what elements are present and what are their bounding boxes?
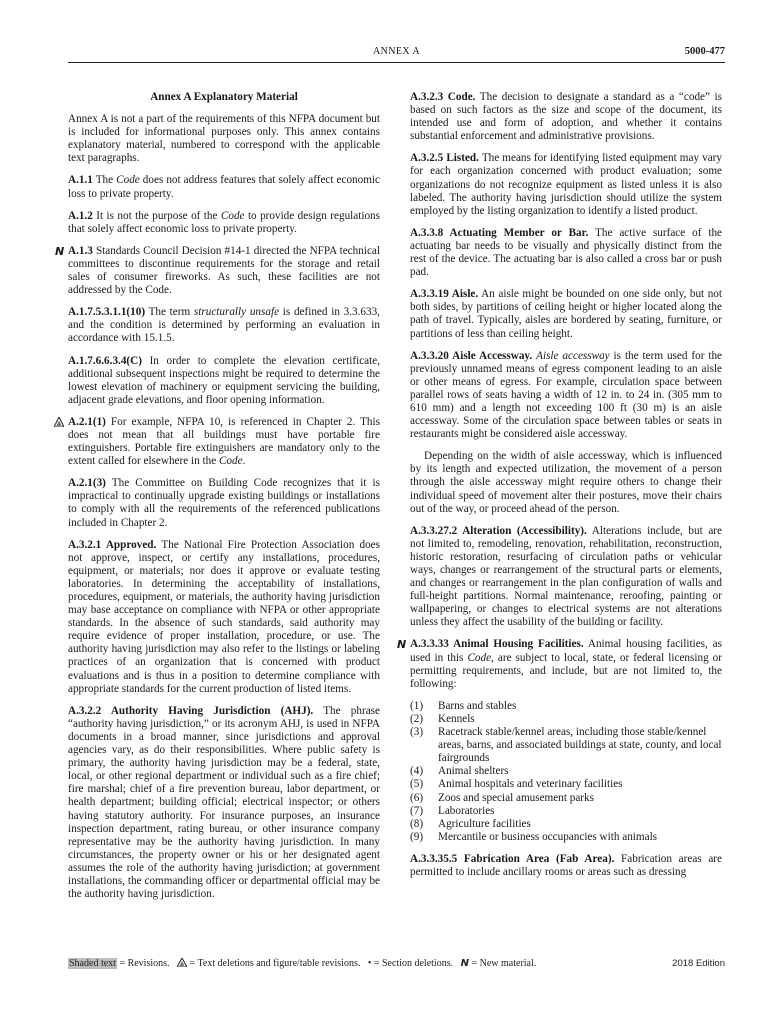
deletions-legend: = Text deletions and figure/table revisions. <box>187 958 361 969</box>
annex-title: Annex A Explanatory Material <box>150 91 298 103</box>
paragraph-text: The decision to designate a standard as a “code” is based on such factors as the size and scope of the document, its intended use and form of adoption, and whether it contains substantial enforcement and administrative provisions. <box>410 91 722 143</box>
paragraph <box>410 152 722 217</box>
annex-label: ANNEX A <box>373 46 420 57</box>
paragraph <box>68 705 380 901</box>
paragraph-text: does not address features that solely affect economic loss to private property. <box>68 174 381 200</box>
paragraph-text: The Committee on Building Code recognizes that it is impractical to continually upgrade existing buildings or installations to comply with all the requirements of the referenced publications included in Chapter 2. <box>68 477 380 529</box>
section-number: A.2.1(3) <box>68 477 106 490</box>
list-item-text: Animal hospitals and veterinary facilities <box>438 778 623 791</box>
list-item <box>410 805 722 818</box>
list-item <box>410 700 722 713</box>
section-number: A.1.3 <box>68 244 93 257</box>
paragraph-text: Depending on the width of aisle accessway, which is influenced by its length and expected utilization, the movement of a person through the aisle accessway might require others to change their individual speed of movement alter their postures, move their chairs out of the way, or proceed ahead of the person. <box>410 450 722 515</box>
paragraph-text: An aisle might be bounded on one side only, but not both sides, by partitions of ceiling height or higher located along the path of travel. Typically, aisles are bordered by seating, furniture, or partitions of less than ceiling height. <box>410 288 722 340</box>
page-footer <box>68 958 725 972</box>
emphasized-term: Aisle accessway <box>536 349 610 362</box>
emphasized-term: Code <box>116 174 140 187</box>
paragraph <box>410 450 722 515</box>
delta-icon <box>177 958 187 967</box>
left-column <box>55 91 381 910</box>
revisions-legend: = Revisions. <box>116 958 170 969</box>
paragraph <box>410 853 722 879</box>
paragraph <box>410 525 722 630</box>
section-number: A.1.1 <box>68 174 93 187</box>
list-item <box>410 726 722 765</box>
paragraph-text: Standards Council Decision #14-1 directed the NFPA technical committees to discontinue requirements for the storage and retail sales of consumer fireworks. As such, these facilities are not addressed by the Code. <box>68 244 380 297</box>
paragraph-text: The term <box>145 306 194 319</box>
section-number: A.3.3.20 Aisle Accessway. <box>410 349 533 362</box>
paragraph <box>68 539 380 696</box>
emphasized-term: Code <box>220 209 245 222</box>
paragraph <box>68 477 380 529</box>
emphasized-term: Code <box>467 651 492 664</box>
left-paragraphs <box>55 113 381 901</box>
section-number: A.3.3.27.2 Alteration (Accessibility). <box>410 524 587 537</box>
paragraph-text: The National Fire Protection Association does not approve, inspect, or certify any installations, procedures, equipment, or materials; nor does it approve or evaluate testing laboratories. In determining the acceptability of installations, procedures, equipment, or materials, the authority having jurisdiction may base acceptance on compliance with NFPA or other appropriate standards. In the absence of such standards, said authority may require evidence of proper installation, procedure, or use. The authority having jurisdiction may also refer to the listings or labeling practices of an organization that is concerned with product evaluations and is thus in a position to determine compliance with appropriate standards for the current production of listed items. <box>68 538 381 695</box>
list-item-text: Mercantile or business occupancies with animals <box>438 830 658 843</box>
list-item-text: Kennels <box>438 712 475 725</box>
section-number: A.1.2 <box>68 209 93 222</box>
paragraph <box>410 227 722 279</box>
animal-facilities-list <box>410 700 722 844</box>
section-number: A.1.7.5.3.1.1(10) <box>68 306 146 319</box>
page-number: 5000-477 <box>684 46 725 57</box>
paragraph <box>68 416 380 468</box>
page-header <box>68 44 725 63</box>
list-number: (2) <box>410 712 424 725</box>
section-number: A.3.2.2 Authority Having Jurisdiction (AHJ). <box>68 704 314 717</box>
emphasized-term: structurally unsafe <box>193 306 280 319</box>
paragraph-text: is defined in 3.3.633, and the condition is determined by performing an evaluation in accordance with 15.1.5. <box>68 306 380 345</box>
paragraph-text: The means for identifying listed equipment may vary for each organization concerned with product evaluation; some organizations do not recognize equipment as listed unless it is also labeled. The authority having jurisdiction should utilize the system employed by the listing organization to identify a listed product. <box>410 152 722 217</box>
paragraph-text: Annex A is not a part of the requirements of this NFPA document but is included for informational purposes only. This annex contains explanatory material, numbered to correspond with the applicable text paragraphs. <box>68 113 380 165</box>
paragraph-text: The active surface of the actuating bar needs to be visually and physically distinct from the rest of the device. The actuating bar is also called a cross bar or push pad. <box>410 226 722 279</box>
new-material-legend: = New material. <box>468 958 537 969</box>
list-item-text: Racetrack stable/kennel areas, including those stable/kennel areas, barns, and associated buildings at state, county, and local fairgrounds <box>438 726 722 765</box>
paragraph-text: , are subject to local, state, or federal licensing or permitting requirements, and include, but are not limited to, the following: <box>410 651 722 690</box>
list-number: (5) <box>410 778 424 791</box>
section-number: A.3.2.5 Listed. <box>410 152 479 165</box>
paragraph-text: For example, NFPA 10, is referenced in Chapter 2. This does not mean that all buildings must have portable fire extinguishers. Portable fire extinguishers are mandatory only to the extent called for elsewhere in the <box>68 415 380 468</box>
paragraph <box>410 350 722 442</box>
paragraph-text: is the term used for the previously unnamed means of egress component leading to an aisle or other means of egress. For example, circulation space between parallel rows of seats having a width of 12 in. to 24 in. (305 mm to 610 mm) and a length not exceeding 100 ft (30 m) is an aisle accessway. Some of the circulation space between tables or seats in restaurants might be considered aisle accessway. <box>410 349 723 441</box>
section-number: A.3.2.3 Code. <box>410 91 476 103</box>
list-item-text: Agriculture facilities <box>438 817 531 830</box>
section-number: A.3.2.1 Approved. <box>68 538 157 551</box>
list-item <box>410 831 722 844</box>
paragraph <box>410 288 722 340</box>
new-material-icon: N <box>397 638 407 652</box>
paragraph <box>68 210 380 236</box>
edition-label: 2018 Edition <box>672 958 725 969</box>
list-item-text: Animal shelters <box>438 765 509 778</box>
list-number: (4) <box>410 765 424 778</box>
paragraph-text: Alterations include, but are not limited to, remodeling, renovation, rehabilitation, reconstruction, historic restoration, resurfacing of circulation paths or vehicular ways, changes or rearrangement of the structural parts or elements, and changes or rearrangement in the plan configuration of walls and full-height partitions. Normal maintenance, reroofing, painting or wallpapering, or changes to electrical systems are not alterations unless they affect the usability of the building or facility. <box>410 524 722 629</box>
emphasized-term: Code <box>218 455 243 468</box>
paragraph <box>410 91 722 143</box>
right-paragraphs <box>397 91 723 691</box>
paragraph <box>68 113 380 165</box>
list-number: (8) <box>410 817 424 830</box>
list-item <box>410 818 722 831</box>
section-number: A.3.3.8 Actuating Member or Bar. <box>410 226 589 239</box>
right-column <box>397 91 723 888</box>
new-material-icon: N <box>55 244 65 258</box>
right-paragraphs-continued <box>410 853 722 879</box>
new-material-icon: N <box>460 958 469 969</box>
paragraph <box>397 638 722 690</box>
paragraph-text: It is not the purpose of the <box>92 209 221 222</box>
list-item <box>410 778 722 791</box>
list-number: (3) <box>410 726 424 739</box>
paragraph <box>55 244 380 297</box>
list-item <box>410 765 722 778</box>
list-item <box>410 792 722 805</box>
list-item-text: Laboratories <box>438 804 495 817</box>
section-number: A.3.3.35.5 Fabrication Area (Fab Area). <box>410 852 615 865</box>
paragraph-text: The phrase “authority having jurisdiction,” or its acronym AHJ, is used in NFPA documents in a broad manner, since jurisdictions and approval agencies vary, as do their responsibilities. Where public safety is primary, the authority having jurisdiction may be a federal, state, local, or other regional department or individual such as a fire chief; fire marshal; chief of a fire prevention bureau, labor department, or health department; building official; electrical inspector; or others having statutory authority. For insurance purposes, an insurance inspection department, rating bureau, or other insurance company representative may be the authority having jurisdiction. In many circumstances, the property owner or his or her designated agent assumes the role of the authority having jurisdiction; at government installations, the commanding officer or departmental official may be the authority having jurisdiction. <box>68 704 380 901</box>
paragraph-text: In order to complete the elevation certificate, additional subsequent inspections might be required to determine the lowest elevation of machinery or equipment servicing the building, adjacent grade elevations, and floor opening information. <box>68 354 380 406</box>
paragraph-text: Fabrication areas are permitted to include ancillary rooms or areas such as dressing <box>410 852 722 878</box>
section-number: A.3.3.33 Animal Housing Facilities. <box>410 638 584 651</box>
section-number: A.1.7.6.6.3.4(C) <box>68 354 142 367</box>
paragraph <box>68 174 380 200</box>
paragraph-text: The <box>92 174 117 187</box>
shaded-text-sample: Shaded text <box>69 958 116 969</box>
paragraph-text: Animal housing facilities, as used in this <box>410 638 722 664</box>
revision-legend <box>68 958 536 969</box>
list-number: (6) <box>410 791 424 804</box>
list-item-text: Barns and stables <box>438 699 517 712</box>
paragraph <box>68 306 380 345</box>
section-deletions-legend: • = Section deletions. <box>367 958 454 969</box>
section-number: A.2.1(1) <box>68 415 106 428</box>
list-item-text: Zoos and special amusement parks <box>438 791 594 804</box>
list-number: (9) <box>410 830 424 843</box>
paragraph-text: . <box>242 455 246 468</box>
list-number: (1) <box>410 699 424 712</box>
list-item <box>410 713 722 726</box>
section-number: A.3.3.19 Aisle. <box>410 288 479 301</box>
list-number: (7) <box>410 804 424 817</box>
delta-icon <box>54 417 64 427</box>
paragraph <box>68 355 380 407</box>
paragraph-text: to provide design regulations that solely affect economic loss to private property. <box>68 209 381 235</box>
